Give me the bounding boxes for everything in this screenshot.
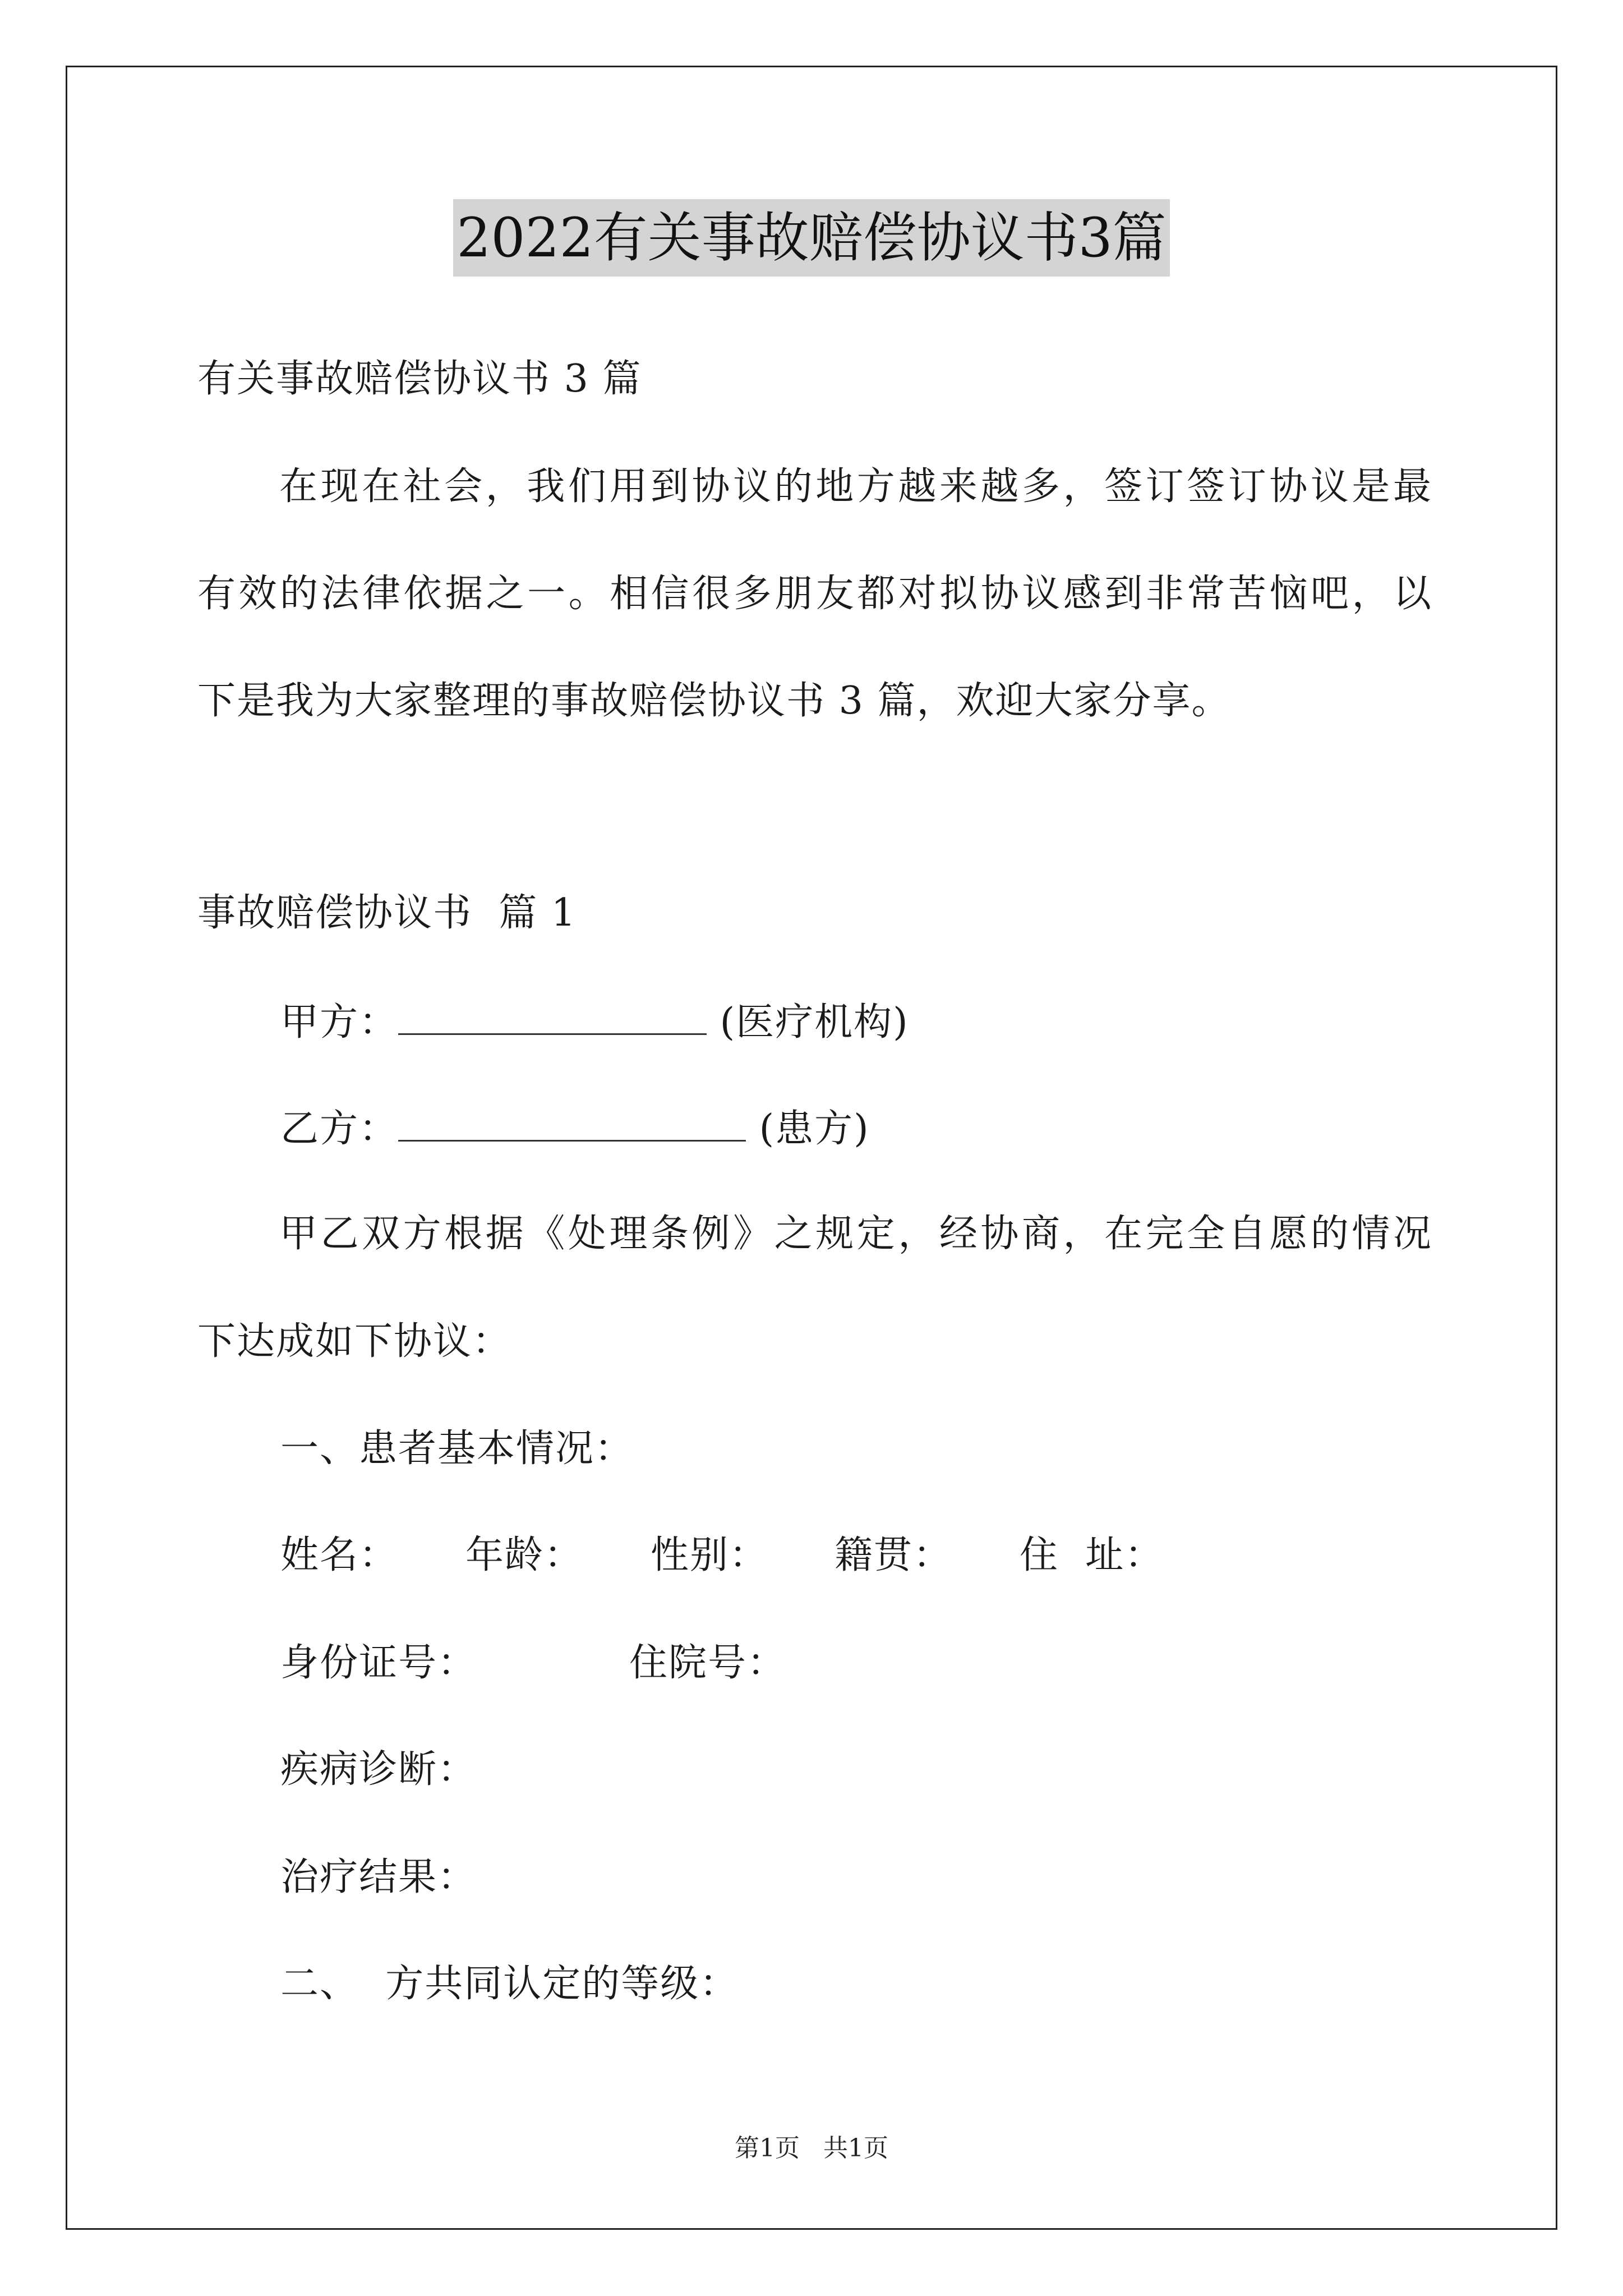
id-number-label: 身份证号： (280, 1641, 477, 1685)
agreement-line-1: 甲乙双方根据《处理条例》之规定，经协商，在完全自愿的情况 (279, 1212, 1431, 1256)
party-a-row (280, 999, 909, 1045)
treatment-result-label: 治疗结果： (280, 1855, 477, 1899)
patient-gender-label: 性别： (651, 1533, 769, 1577)
party-b-row (280, 1105, 870, 1152)
title-container (0, 199, 1623, 277)
patient-origin-label: 籍贯： (834, 1533, 953, 1577)
party-b-blank[interactable] (398, 1105, 746, 1142)
party-a-blank[interactable] (398, 999, 707, 1035)
intro-line-2: 有效的法律依据之一。相信很多朋友都对拟协议感到非常苦恼吧，以 (197, 572, 1431, 616)
item-two-heading: 二、 方共同认定的等级： (280, 1962, 739, 2006)
intro-line-1: 在现在社会，我们用到协议的地方越来越多，签订签订协议是最 (279, 464, 1431, 509)
page-footer: 第1页 共1页 (735, 2134, 888, 2162)
intro-line-3: 下是我为大家整理的事故赔偿协议书 3 篇，欢迎大家分享。 (197, 679, 1231, 723)
patient-address-label: 住 址： (1020, 1533, 1164, 1577)
admission-number-label: 住院号： (629, 1641, 787, 1685)
patient-age-label: 年龄： (465, 1533, 584, 1577)
patient-name-label: 姓名： (280, 1533, 399, 1577)
document-title: 2022有关事故赔偿协议书3篇 (453, 199, 1169, 277)
document-subtitle: 有关事故赔偿协议书 3 篇 (197, 357, 642, 401)
party-b-note: (患方) (759, 1107, 870, 1151)
section-heading: 事故赔偿协议书 篇 1 (197, 891, 577, 935)
diagnosis-label: 疾病诊断： (280, 1747, 477, 1792)
party-a-label: 甲方： (280, 1000, 399, 1045)
item-one-heading: 一、患者基本情况： (280, 1427, 634, 1471)
agreement-line-2: 下达成如下协议： (197, 1319, 512, 1364)
party-a-note: (医疗机构) (720, 1000, 909, 1045)
party-b-label: 乙方： (280, 1107, 399, 1151)
